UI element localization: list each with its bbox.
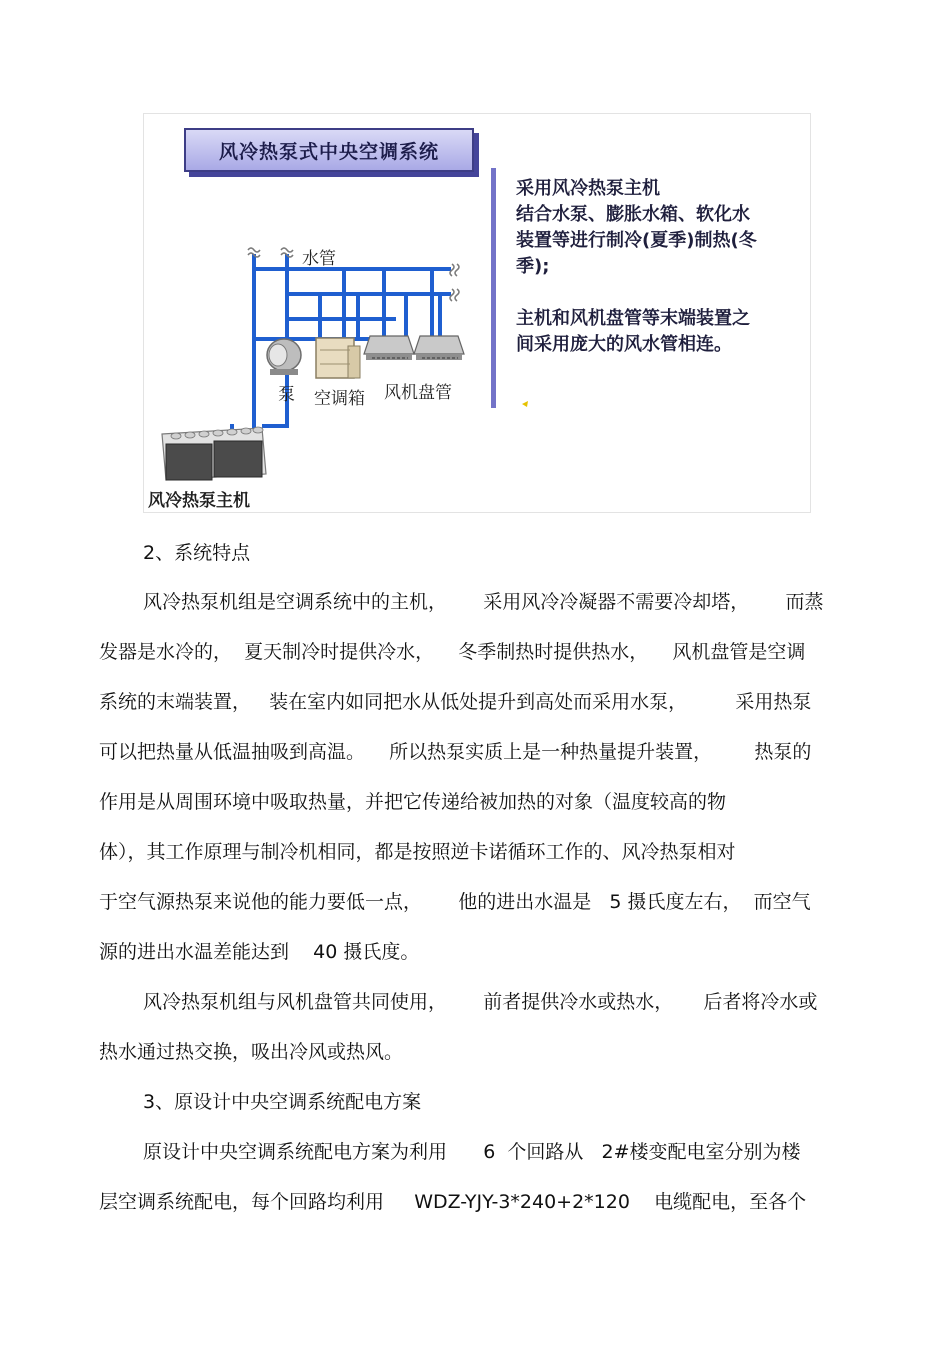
section-heading-2: 2、系统特点 bbox=[143, 542, 251, 564]
label-water-pipe: 水管 bbox=[302, 249, 336, 269]
label-fan-coil: 风机盘管 bbox=[384, 383, 452, 403]
air-box-icon bbox=[316, 338, 360, 378]
fan-coil-icon-1 bbox=[364, 336, 414, 360]
label-main-unit: 风冷热泵主机 bbox=[148, 491, 250, 511]
pump-icon bbox=[267, 339, 301, 375]
main-unit-icon bbox=[162, 427, 266, 480]
description-line: 主机和风机盘管等末端装置之 bbox=[516, 308, 750, 329]
description-line: 结合水泵、膨胀水箱、软化水 bbox=[516, 204, 750, 225]
paragraph-line: 风冷热泵机组与风机盘管共同使用， 前者提供冷水或热水， 后者将冷水或 bbox=[143, 991, 818, 1013]
paragraph-line: 系统的末端装置， 装在室内如同把水从低处提升到高处而采用水泵， 采用热泵 bbox=[99, 691, 812, 713]
description-line: 装置等进行制冷(夏季)制热(冬 bbox=[516, 230, 757, 251]
paragraph-line: 可以把热量从低温抽吸到高温。 所以热泵实质上是一种热量提升装置， 热泵的 bbox=[99, 741, 812, 763]
description-line: 季); bbox=[516, 256, 550, 277]
description-line: 间采用庞大的风水管相连。 bbox=[516, 334, 732, 355]
system-diagram bbox=[143, 113, 811, 513]
section-heading-3: 3、原设计中央空调系统配电方案 bbox=[143, 1091, 422, 1113]
paragraph-line: 体），其工作原理与制冷机相同，都是按照逆卡诺循环工作的、风冷热泵相对 bbox=[99, 841, 736, 863]
description-line: 采用风冷热泵主机 bbox=[516, 178, 660, 199]
fan-coil-icon-2 bbox=[414, 336, 464, 360]
paragraph-line: 作用是从周围环境中吸取热量，并把它传递给被加热的对象（温度较高的物 bbox=[99, 791, 727, 813]
paragraph-line: 源的进出水温差能达到 40 摄氏度。 bbox=[99, 941, 420, 963]
paragraph-line: 于空气源热泵来说他的能力要低一点， 他的进出水温是 5 摄氏度左右， 而空气 bbox=[99, 891, 811, 913]
text-accent-bar bbox=[491, 168, 496, 408]
paragraph-line: 热水通过热交换，吸出冷风或热风。 bbox=[99, 1041, 404, 1063]
paragraph-line: 风冷热泵机组是空调系统中的主机， 采用风冷冷凝器不需要冷却塔， 而蒸 bbox=[143, 591, 824, 613]
diagram-description bbox=[516, 176, 806, 358]
label-pump: 泵 bbox=[278, 385, 295, 405]
label-air-box: 空调箱 bbox=[314, 389, 365, 409]
paragraph-line: 发器是水冷的， 夏天制冷时提供冷水， 冬季制热时提供热水， 风机盘管是空调 bbox=[99, 641, 806, 663]
paragraph-line: 原设计中央空调系统配电方案为利用 6 个回路从 2#楼变配电室分别为楼 bbox=[143, 1141, 801, 1163]
pointer-mark bbox=[522, 401, 528, 407]
paragraph-line: 层空调系统配电，每个回路均利用 WDZ-YJY-3*240+2*120 电缆配电，至各个 bbox=[99, 1191, 807, 1213]
diagram-title: 风冷热泵式中央空调系统 bbox=[184, 128, 474, 172]
